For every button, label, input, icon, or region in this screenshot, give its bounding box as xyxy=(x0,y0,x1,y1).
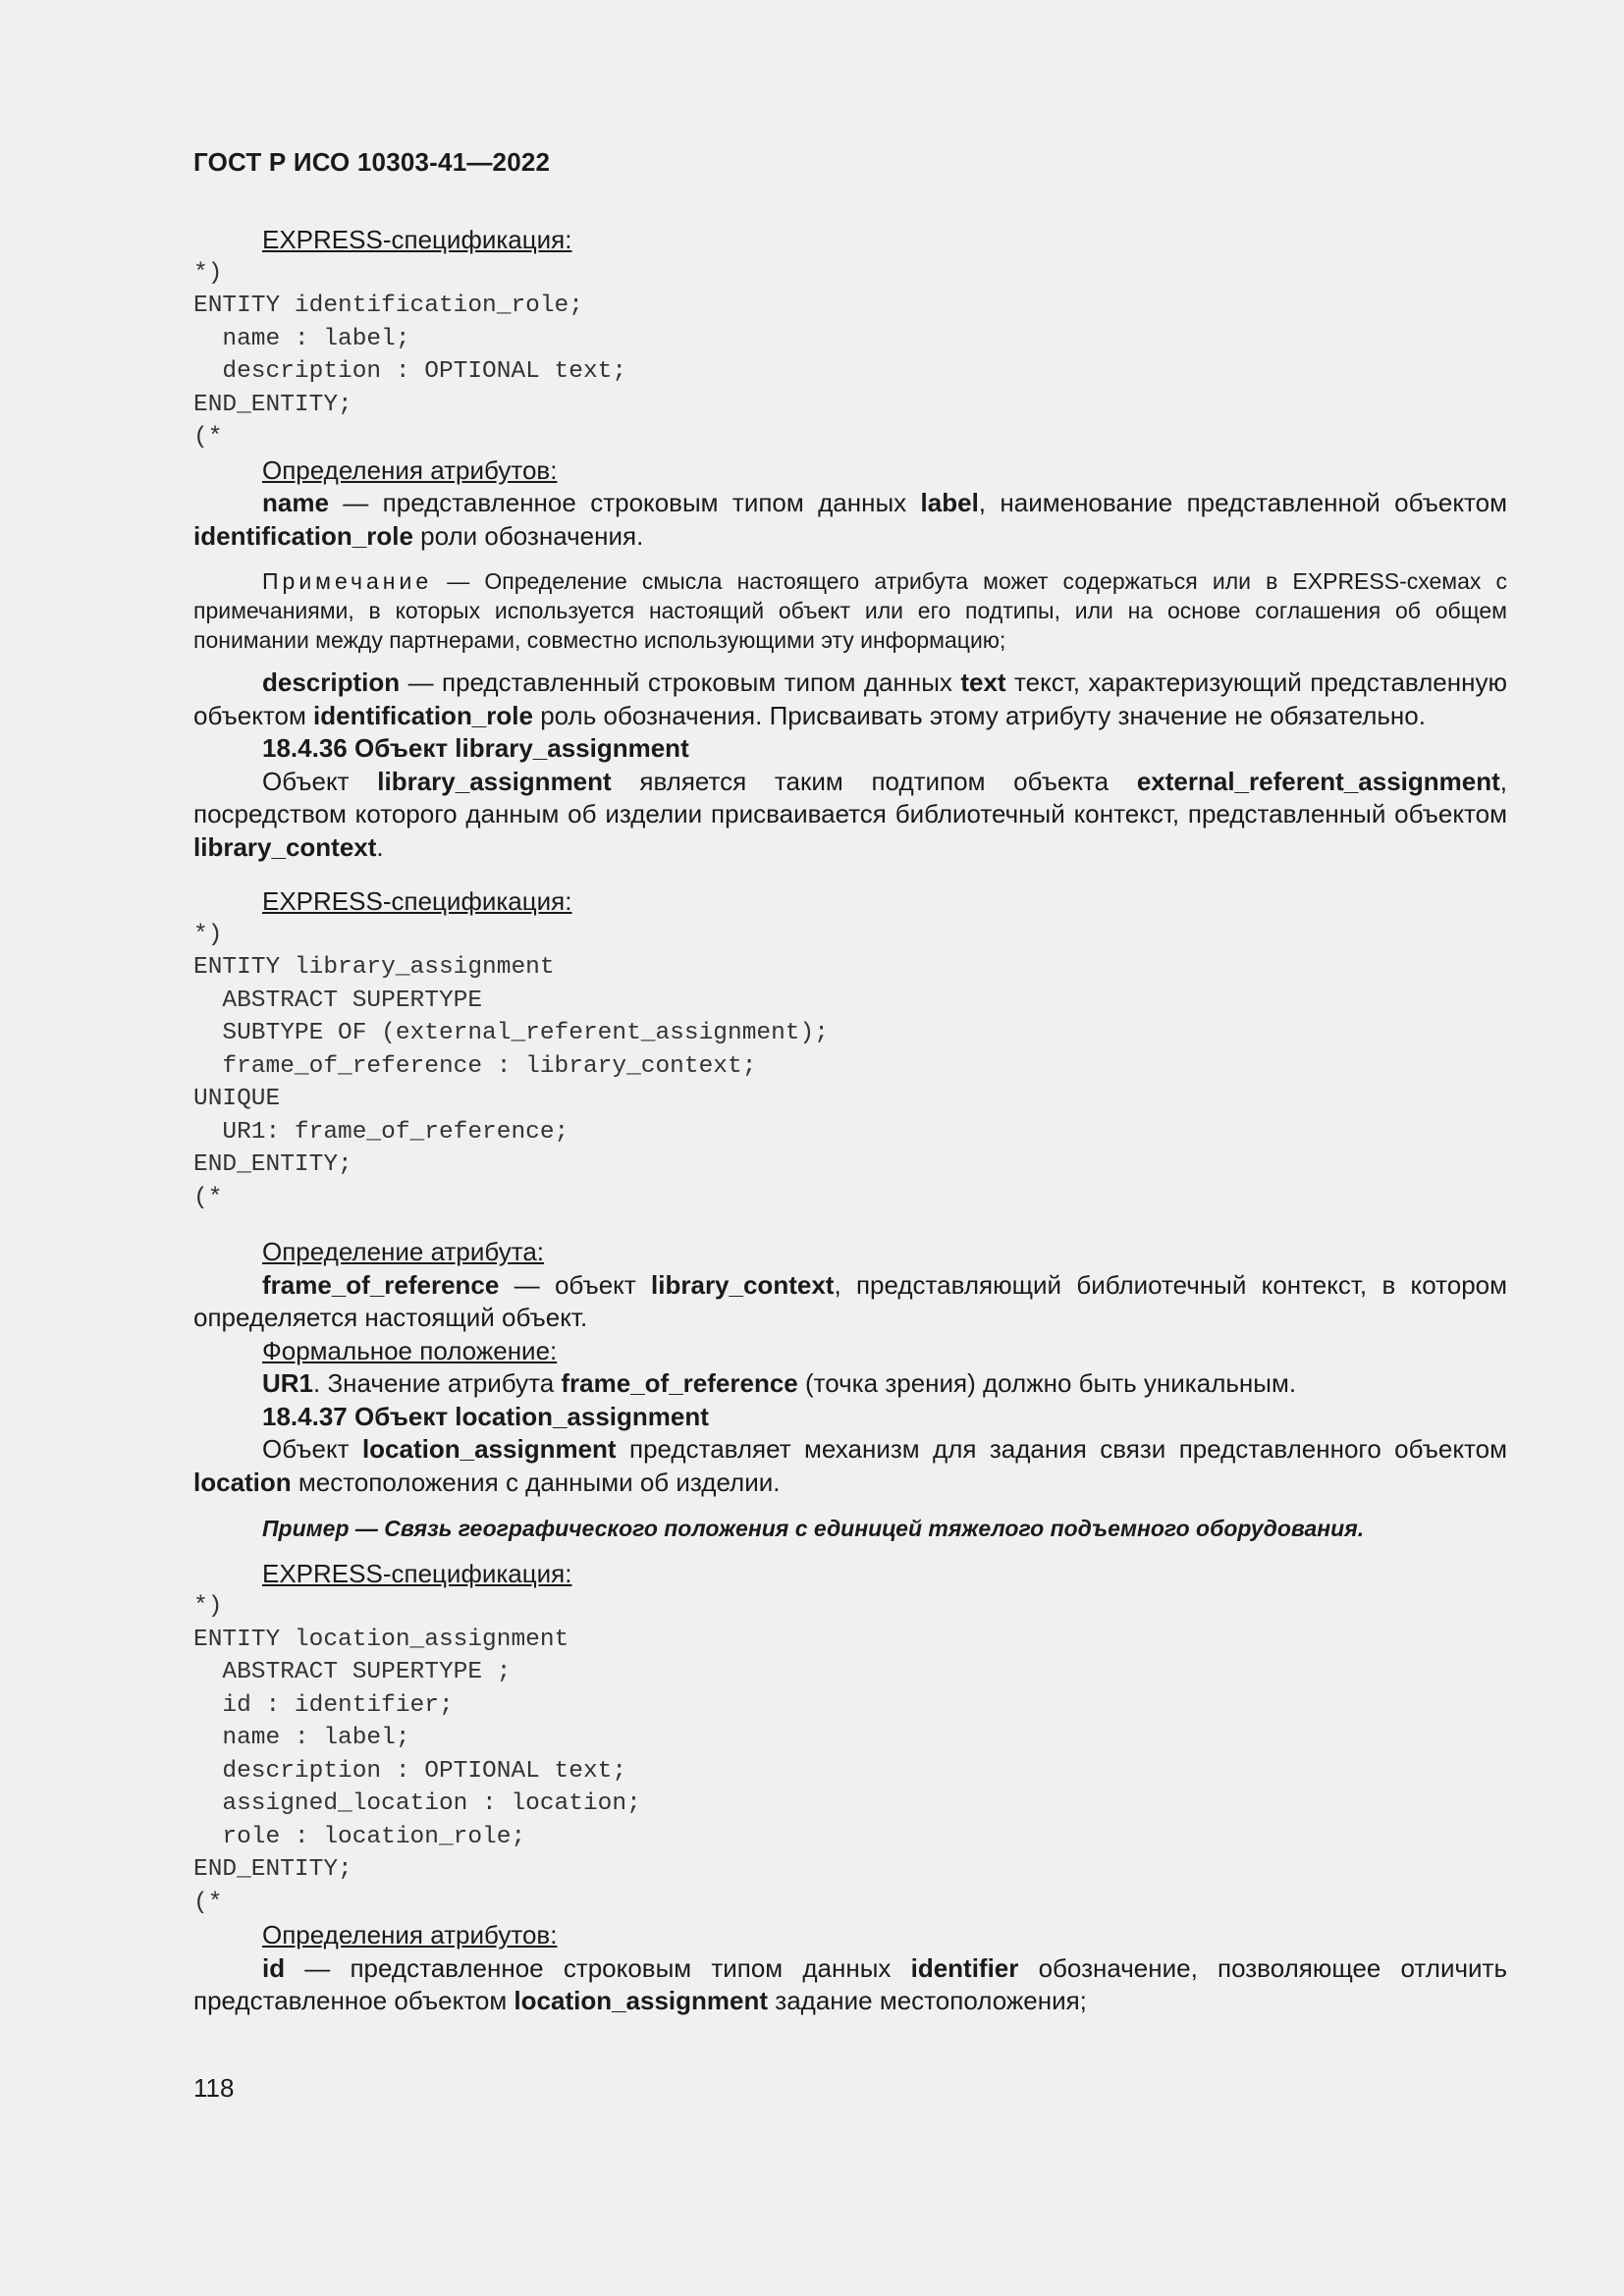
section-intro-library-assignment: Объект library_assignment является таким подтипом объекта external_referent_assignment, посредством которого данным об изделии присваивается библиотечный контекст, представленный объектом library_context. xyxy=(193,766,1508,862)
attr-definition-heading: Определение атрибута: xyxy=(262,1237,545,1266)
express-code-location-assignment: *) ENTITY location_assignment ABSTRACT SUPERTYPE ; id : identifier; name : label; description : OPTIONAL text; assigned_location : location; role : location_role; END_ENTITY; (* xyxy=(193,1593,641,1916)
attr-name-definition: name — представленное строковым типом данных label, наименование представленной объектом identification_role роли обозначения. xyxy=(193,488,1507,551)
express-spec-heading: EXPRESS-спецификация: xyxy=(262,225,572,254)
attr-definitions-heading: Определения атрибутов: xyxy=(262,454,558,485)
formal-proposition-heading: Формальное положение: xyxy=(262,1335,558,1365)
attr-definitions-heading: Определения атрибутов: xyxy=(262,1920,558,1949)
formal-proposition-ur1: UR1. Значение атрибута frame_of_reference (точка зрения) должно быть уникальным. xyxy=(262,1368,1297,1398)
section-title-18-4-36: 18.4.36 Объект library_assignment xyxy=(262,733,689,763)
express-spec-heading: EXPRESS-спецификация: xyxy=(262,886,572,916)
page-header: ГОСТ Р ИСО 10303-41—2022 xyxy=(193,147,551,177)
page-content xyxy=(193,224,1507,2018)
express-code-identification-role: *) ENTITY identification_role; name : label; description : OPTIONAL text; END_ENTITY; (* xyxy=(193,259,627,451)
section-title-18-4-37: 18.4.37 Объект location_assignment xyxy=(262,1401,709,1431)
express-code-library-assignment: *) ENTITY library_assignment ABSTRACT SUPERTYPE SUBTYPE OF (external_referent_assignment); frame_of_reference : library_context; UNIQUE UR1: frame_of_reference; END_ENTITY; (* xyxy=(193,921,829,1211)
express-spec-heading: EXPRESS-спецификация: xyxy=(262,1558,572,1588)
note-paragraph: Примечание — Определение смысла настоящего атрибута может содержаться или в EXPRESS-схемах с примечаниями, в которых используется настоящий объект или его подтипы, или на основе соглашения об общем понимании между партнерами, совместно использующими эту информацию; xyxy=(193,568,1507,653)
example-paragraph: Пример — Связь географического положения с единицей тяжелого подъемного оборудования. xyxy=(262,1516,1365,1541)
section-intro-location-assignment: Объект location_assignment представляет механизм для задания связи представленного объектом location местоположения с данными об изделии. xyxy=(193,1434,1507,1497)
attr-description-definition: description — представленный строковым типом данных text текст, характеризующий представленную объектом identification_role роль обозначения. Присваивать этому атрибуту значение не обязательно. xyxy=(193,667,1507,730)
page-number: 118 xyxy=(193,2073,235,2103)
attr-id-definition: id — представленное строковым типом данных identifier обозначение, позволяющее отличить представленное объектом location_assignment задание местоположения; xyxy=(193,1952,1507,2015)
attr-frame-of-reference-definition: frame_of_reference — объект library_context, представляющий библиотечный контекст, в котором определяется настоящий объект. xyxy=(193,1269,1507,1332)
